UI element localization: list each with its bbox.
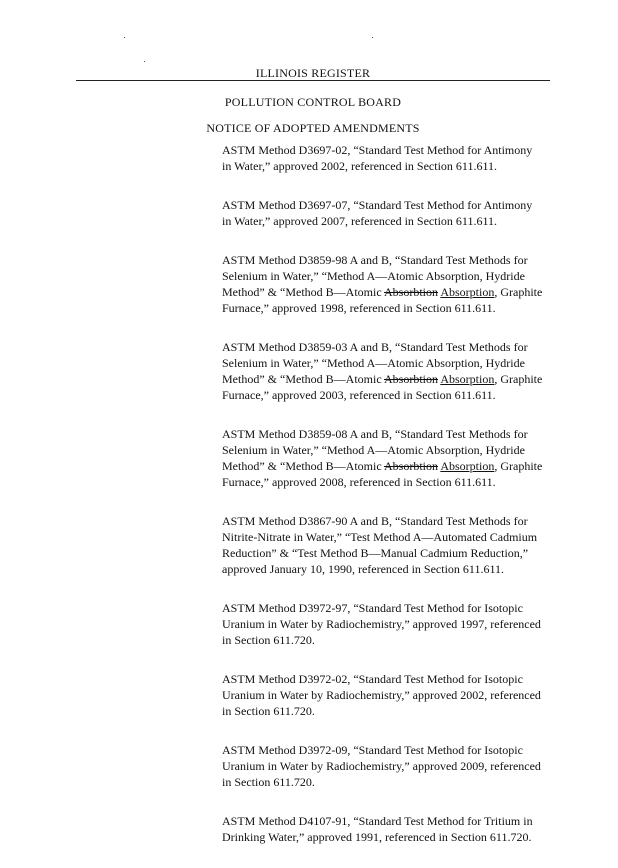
entry-line: in Water,” approved 2002, referenced in Section 611.611. bbox=[222, 159, 498, 173]
method-entry bbox=[222, 813, 562, 845]
method-entry bbox=[222, 197, 562, 229]
entry-line: ASTM Method D3859-08 A and B, “Standard Test Methods for bbox=[222, 427, 528, 441]
entry-line: in Water,” approved 2007, referenced in Section 611.611. bbox=[222, 214, 498, 228]
entry-line: Selenium in Water,” “Method A—Atomic Absorption, Hydride bbox=[222, 269, 525, 283]
entry-line: Selenium in Water,” “Method A—Atomic Absorption, Hydride bbox=[222, 356, 525, 370]
method-entry bbox=[222, 252, 562, 316]
entry-line-amended bbox=[222, 458, 562, 474]
entry-line: ASTM Method D3972-02, “Standard Test Method for Isotopic bbox=[222, 672, 523, 686]
entry-line: Furnace,” approved 1998, referenced in Section 611.611. bbox=[222, 301, 496, 315]
entry-line: in Section 611.720. bbox=[222, 704, 315, 718]
amended-suffix: , Graphite bbox=[494, 372, 543, 386]
entry-line: ASTM Method D3972-09, “Standard Test Method for Isotopic bbox=[222, 743, 523, 757]
entry-line: ASTM Method D4107-91, “Standard Test Method for Tritium in bbox=[222, 814, 533, 828]
entry-line: Selenium in Water,” “Method A—Atomic Absorption, Hydride bbox=[222, 443, 525, 457]
method-entry bbox=[222, 339, 562, 403]
entry-line: Reduction” & “Test Method B—Manual Cadmium Reduction,” bbox=[222, 546, 529, 560]
entry-line-amended bbox=[222, 371, 562, 387]
entry-line: Nitrite-Nitrate in Water,” “Test Method A—Automated Cadmium bbox=[222, 530, 538, 544]
entry-line: Furnace,” approved 2008, referenced in Section 611.611. bbox=[222, 475, 496, 489]
amended-prefix: Method” & “Method B—Atomic bbox=[222, 372, 384, 386]
entry-line: ASTM Method D3697-07, “Standard Test Method for Antimony bbox=[222, 198, 533, 212]
amended-prefix: Method” & “Method B—Atomic bbox=[222, 285, 384, 299]
method-list bbox=[222, 142, 562, 868]
method-entry bbox=[222, 742, 562, 790]
scan-speck bbox=[372, 37, 373, 38]
struck-text: Absorbtion bbox=[383, 372, 438, 386]
entry-line-amended bbox=[222, 284, 562, 300]
method-entry bbox=[222, 671, 562, 719]
entry-line: Uranium in Water by Radiochemistry,” approved 1997, referenced bbox=[222, 617, 541, 631]
entry-line: ASTM Method D3867-90 A and B, “Standard Test Methods for bbox=[222, 514, 528, 528]
inserted-text: Absorption bbox=[440, 285, 495, 299]
entry-line: ASTM Method D3697-02, “Standard Test Method for Antimony bbox=[222, 143, 533, 157]
entry-line: ASTM Method D3859-98 A and B, “Standard Test Methods for bbox=[222, 253, 528, 267]
register-title: ILLINOIS REGISTER bbox=[255, 66, 371, 80]
entry-line: Drinking Water,” approved 1991, referenced in Section 611.720. bbox=[222, 830, 532, 844]
entry-line: Uranium in Water by Radiochemistry,” approved 2002, referenced bbox=[222, 688, 541, 702]
amended-suffix: , Graphite bbox=[494, 459, 543, 473]
inserted-text: Absorption bbox=[440, 459, 495, 473]
entry-line: ASTM Method D3972-97, “Standard Test Method for Isotopic bbox=[222, 601, 523, 615]
method-entry bbox=[222, 426, 562, 490]
board-name: POLLUTION CONTROL BOARD bbox=[224, 95, 402, 109]
method-entry bbox=[222, 142, 562, 174]
inserted-text: Absorption bbox=[440, 372, 495, 386]
amended-suffix: , Graphite bbox=[494, 285, 543, 299]
entry-line: in Section 611.720. bbox=[222, 633, 315, 647]
entry-line: ASTM Method D3859-03 A and B, “Standard Test Methods for bbox=[222, 340, 528, 354]
entry-line: in Section 611.720. bbox=[222, 775, 315, 789]
method-entry bbox=[222, 600, 562, 648]
scan-speck bbox=[124, 37, 125, 38]
struck-text: Absorbtion bbox=[383, 459, 438, 473]
entry-line: approved January 10, 1990, referenced in Section 611.611. bbox=[222, 562, 505, 576]
header-rule bbox=[76, 80, 550, 81]
amended-prefix: Method” & “Method B—Atomic bbox=[222, 459, 384, 473]
struck-text: Absorbtion bbox=[383, 285, 438, 299]
entry-line: Uranium in Water by Radiochemistry,” approved 2009, referenced bbox=[222, 759, 541, 773]
method-entry bbox=[222, 513, 562, 577]
entry-line: Furnace,” approved 2003, referenced in Section 611.611. bbox=[222, 388, 496, 402]
scan-speck bbox=[144, 61, 145, 62]
notice-heading: NOTICE OF ADOPTED AMENDMENTS bbox=[206, 121, 420, 135]
